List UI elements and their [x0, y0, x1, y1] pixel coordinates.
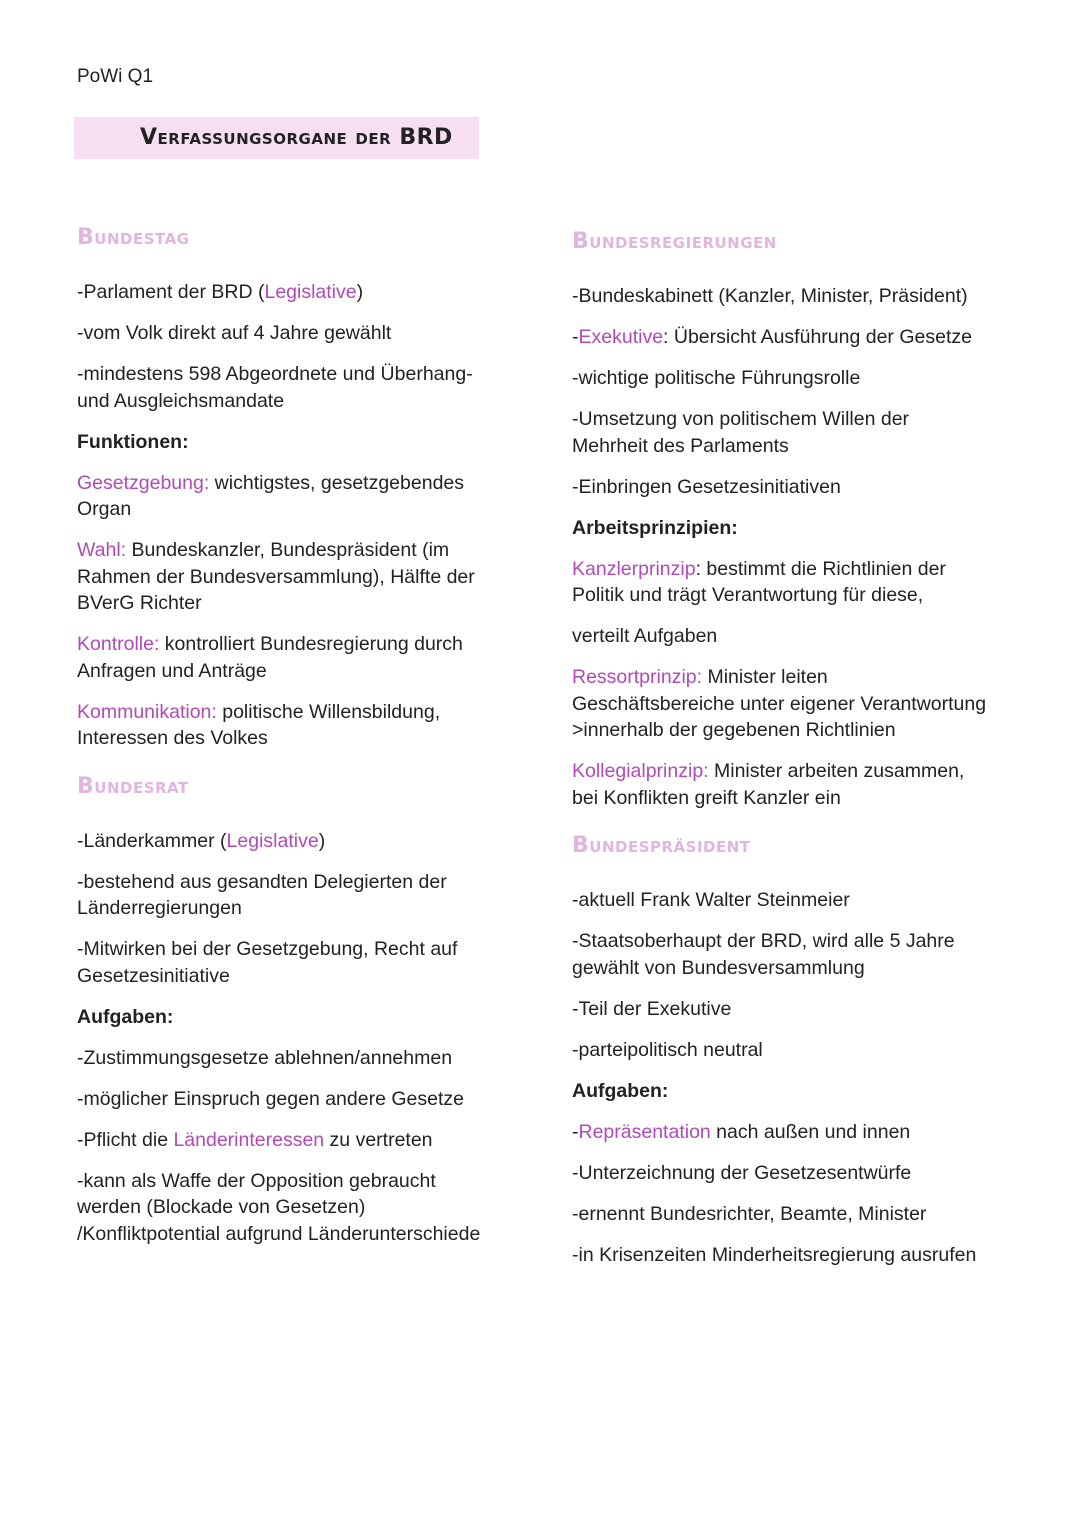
bundespraesident-line-2: -Staatsoberhaupt der BRD, wird alle 5 Jahre gewählt von Bundesversammlung: [572, 930, 955, 979]
bundestag-line-3: -mindestens 598 Abgeordnete und Überhang- und Ausgleichsmandate: [77, 363, 473, 412]
bundespraesident-line-1: -aktuell Frank Walter Steinmeier: [572, 889, 850, 911]
bundespraesident-aufgabe-2: -Unterzeichnung der Gesetzesentwürfe: [572, 1161, 912, 1184]
bundesregierung-ressortprinzip: Ressortprinzip: Minister leiten Geschäftsbereiche unter eigener Verantwortung >innerhalb der gegebenen Richtlinien: [572, 666, 987, 741]
page-title: Verfassungsorgane der BRD: [140, 125, 453, 150]
bundesregierung-line-4: -Umsetzung von politischem Willen der Mehrheit des Parlaments: [572, 408, 910, 457]
bundespraesident-aufgabe-3: -ernennt Bundesrichter, Beamte, Minister: [572, 1202, 927, 1225]
bundesregierung-kollegialprinzip: Kollegialprinzip: Minister arbeiten zusammen, bei Konflikten greift Kanzler ein: [572, 760, 965, 809]
bundesregierung-kanzlerprinzip: Kanzlerprinzip: bestimmt die Richtlinien der Politik und trägt Verantwortung für diese,: [572, 557, 946, 606]
bundespraesident-aufgaben-label: Aufgaben:: [572, 1079, 669, 1102]
bundesrat-line-2: -bestehend aus gesandten Delegierten der Länderregierungen: [77, 870, 447, 919]
bundesregierung-line-2: -Exekutive: Übersicht Ausführung der Gesetze: [572, 326, 972, 348]
bundespraesident-line-4: -parteipolitisch neutral: [572, 1038, 763, 1061]
bundestag-heading: Bundestag: [77, 225, 190, 250]
bundesrat-aufgabe-1: -Zustimmungsgesetze ablehnen/annehmen: [77, 1046, 453, 1069]
bundestag-line-2: -vom Volk direkt auf 4 Jahre gewählt: [77, 322, 392, 344]
bundesregierung-heading: Bundesregierungen: [572, 229, 777, 254]
bundesregierung-prinzipien-label: Arbeitsprinzipien:: [572, 516, 738, 539]
bundesregierung-line-5: -Einbringen Gesetzesinitiativen: [572, 475, 841, 498]
bundespraesident-aufgabe-1: -Repräsentation nach außen und innen: [572, 1120, 911, 1143]
left-column: [77, 225, 517, 1262]
bundestag-funktion-wahl: Wahl: Bundeskanzler, Bundespräsident (im Rahmen der Bundesversammlung), Hälfte der BVerG Richter: [77, 539, 475, 614]
bundesrat-aufgaben-label: Aufgaben:: [77, 1005, 174, 1028]
right-column: [572, 229, 1012, 1283]
bundestag-funktionen-label: Funktionen:: [77, 430, 189, 453]
bundestag-funktion-kommunikation: Kommunikation: politische Willensbildung, Interessen des Volkes: [77, 700, 441, 749]
bundesrat-line-3: -Mitwirken bei der Gesetzgebung, Recht auf Gesetzesinitiative: [77, 938, 458, 987]
bundesrat-heading: Bundesrat: [77, 773, 189, 799]
bundestag-line-1: -Parlament der BRD (Legislative): [77, 281, 364, 303]
bundespraesident-line-3: -Teil der Exekutive: [572, 997, 732, 1020]
bundesregierung-kanzlerprinzip-cont: verteilt Aufgaben: [572, 625, 718, 647]
course-label: PoWi Q1: [77, 66, 154, 87]
bundestag-funktion-kontrolle: Kontrolle: kontrolliert Bundesregierung durch Anfragen und Anträge: [77, 633, 463, 682]
bundesrat-aufgabe-2: -möglicher Einspruch gegen andere Gesetze: [77, 1087, 464, 1110]
bundesrat-aufgabe-3: -Pflicht die Länderinteressen zu vertreten: [77, 1128, 433, 1151]
bundespraesident-aufgabe-4: -in Krisenzeiten Minderheitsregierung ausrufen: [572, 1243, 977, 1266]
bundestag-funktion-gesetzgebung: Gesetzgebung: wichtigstes, gesetzgebendes Organ: [77, 471, 465, 520]
bundespraesident-heading: Bundespräsident: [572, 833, 751, 858]
bundesrat-aufgabe-4: -kann als Waffe der Opposition gebraucht werden (Blockade von Gesetzen) /Konfliktpotential aufgrund Länderunterschiede: [77, 1169, 481, 1245]
bundesregierung-line-3: -wichtige politische Führungsrolle: [572, 367, 861, 389]
bundesregierung-line-1: -Bundeskabinett (Kanzler, Minister, Präsident): [572, 285, 968, 307]
bundesrat-line-1: -Länderkammer (Legislative): [77, 829, 326, 852]
